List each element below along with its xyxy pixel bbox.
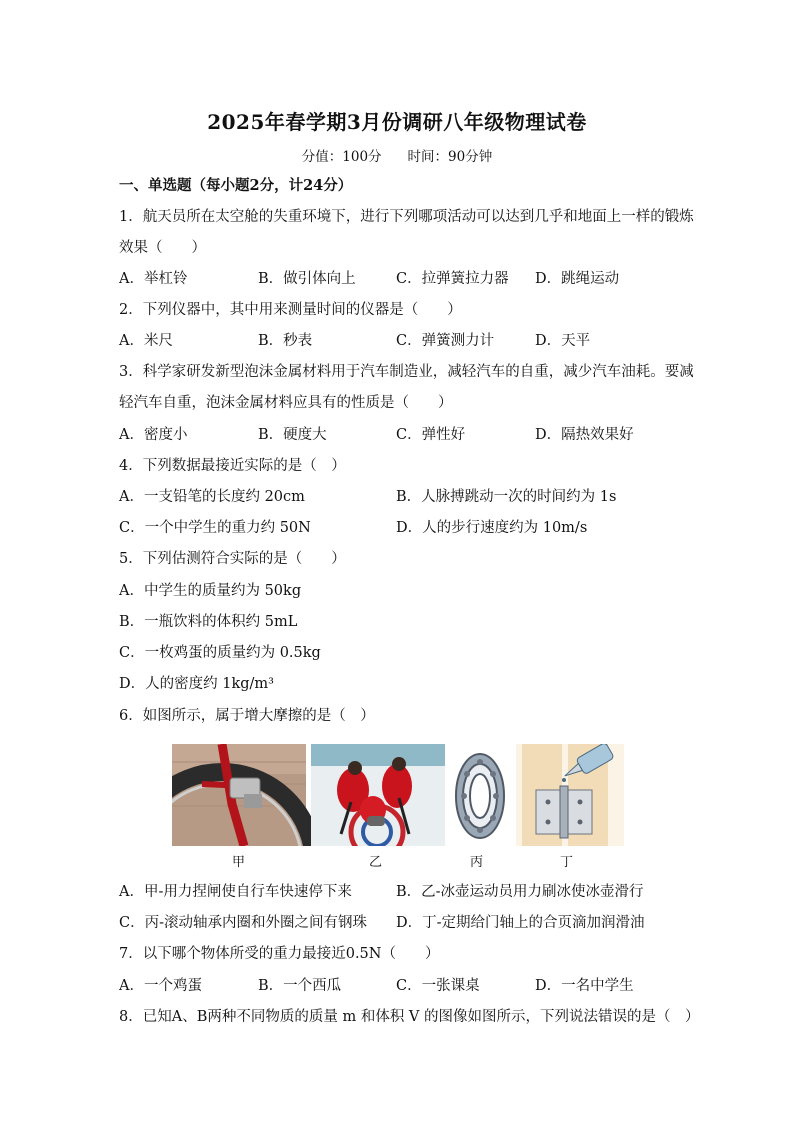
option-c: C．一枚鸡蛋的质量约为 0.5kg [119, 645, 321, 661]
page-title: 2025年春学期3月份调研八年级物理试卷 [207, 110, 587, 134]
option-a: A．一支铅笔的长度约 20cm [119, 489, 305, 505]
question-stem: 8．已知A、B两种不同物质的质量 m 和体积 V 的图像如图所示，下列说法错误的是（ ） [119, 1009, 700, 1025]
question-stem: 2．下列仪器中，其中用来测量时间的仪器是（ ） [119, 302, 462, 318]
figure-label-jia: 甲 [232, 855, 246, 870]
option-a: A．举杠铃 [119, 271, 188, 287]
section-heading: 一、单选题（每小题2分，计24分） [119, 177, 353, 194]
option-c: C．弹簧测力计 [396, 333, 495, 349]
option-a: A．米尺 [119, 333, 173, 349]
exam-info [0, 145, 794, 165]
option-c: C．一个中学生的重力约 50N [119, 520, 311, 536]
question-stem: 3．科学家研发新型泡沫金属材料用于汽车制造业，减轻汽车的自重，减少汽车油耗。要减 [119, 364, 694, 380]
figure-label-bing: 丙 [470, 855, 484, 870]
figure-label-yi: 乙 [369, 855, 383, 870]
time-info: 时间：90分钟 [407, 149, 493, 165]
option-b: B．做引体向上 [258, 271, 356, 287]
option-d: D．人的步行速度约为 10m/s [396, 520, 588, 536]
curling-image [311, 744, 445, 846]
option-d: D．隔热效果好 [535, 427, 634, 443]
option-a: A．中学生的质量约为 50kg [119, 583, 302, 599]
option-d: D．跳绳运动 [535, 271, 620, 287]
option-d: D．一名中学生 [535, 978, 634, 994]
option-c: C．丙-滚动轴承内圈和外圈之间有钢珠 [119, 915, 367, 931]
figure-label-ding: 丁 [560, 855, 574, 870]
option-a: A．密度小 [119, 427, 188, 443]
door-hinge-image [516, 744, 624, 846]
option-c: C．拉弹簧拉力器 [396, 271, 509, 287]
option-a: A．一个鸡蛋 [119, 978, 202, 994]
option-b: B．一个西瓜 [258, 978, 342, 994]
option-d: D．天平 [535, 333, 591, 349]
option-b: B．秒表 [258, 333, 313, 349]
question-stem: 6．如图所示，属于增大摩擦的是（ ） [119, 708, 375, 724]
question-stem: 4．下列数据最接近实际的是（ ） [119, 458, 346, 474]
option-b: B．硬度大 [258, 427, 327, 443]
option-d: D．丁-定期给门轴上的合页滴加润滑油 [396, 915, 645, 931]
friction-figure [172, 744, 624, 846]
question-stem: 效果（ ） [119, 240, 206, 256]
question-stem: 1．航天员所在太空舱的失重环境下，进行下列哪项活动可以达到几乎和地面上一样的锻炼 [119, 209, 694, 225]
question-stem: 轻汽车自重，泡沫金属材料应具有的性质是（ ） [119, 395, 453, 411]
bicycle-brake-image [172, 744, 314, 846]
option-b: B．一瓶饮料的体积约 5mL [119, 614, 298, 630]
ball-bearing-image [450, 744, 512, 846]
option-c: C．一张课桌 [396, 978, 480, 994]
option-b: B．人脉搏跳动一次的时间约为 1s [396, 489, 617, 505]
option-a: A．甲-用力捏闸使自行车快速停下来 [119, 884, 352, 900]
question-stem: 5．下列估测符合实际的是（ ） [119, 551, 346, 567]
question-stem: 7．以下哪个物体所受的重力最接近0.5N（ ） [119, 946, 440, 962]
option-b: B．乙-冰壶运动员用力刷冰使冰壶滑行 [396, 884, 644, 900]
option-c: C．弹性好 [396, 427, 466, 443]
score-info: 分值：100分 [301, 149, 382, 165]
option-d: D．人的密度约 1kg/m³ [119, 676, 274, 692]
